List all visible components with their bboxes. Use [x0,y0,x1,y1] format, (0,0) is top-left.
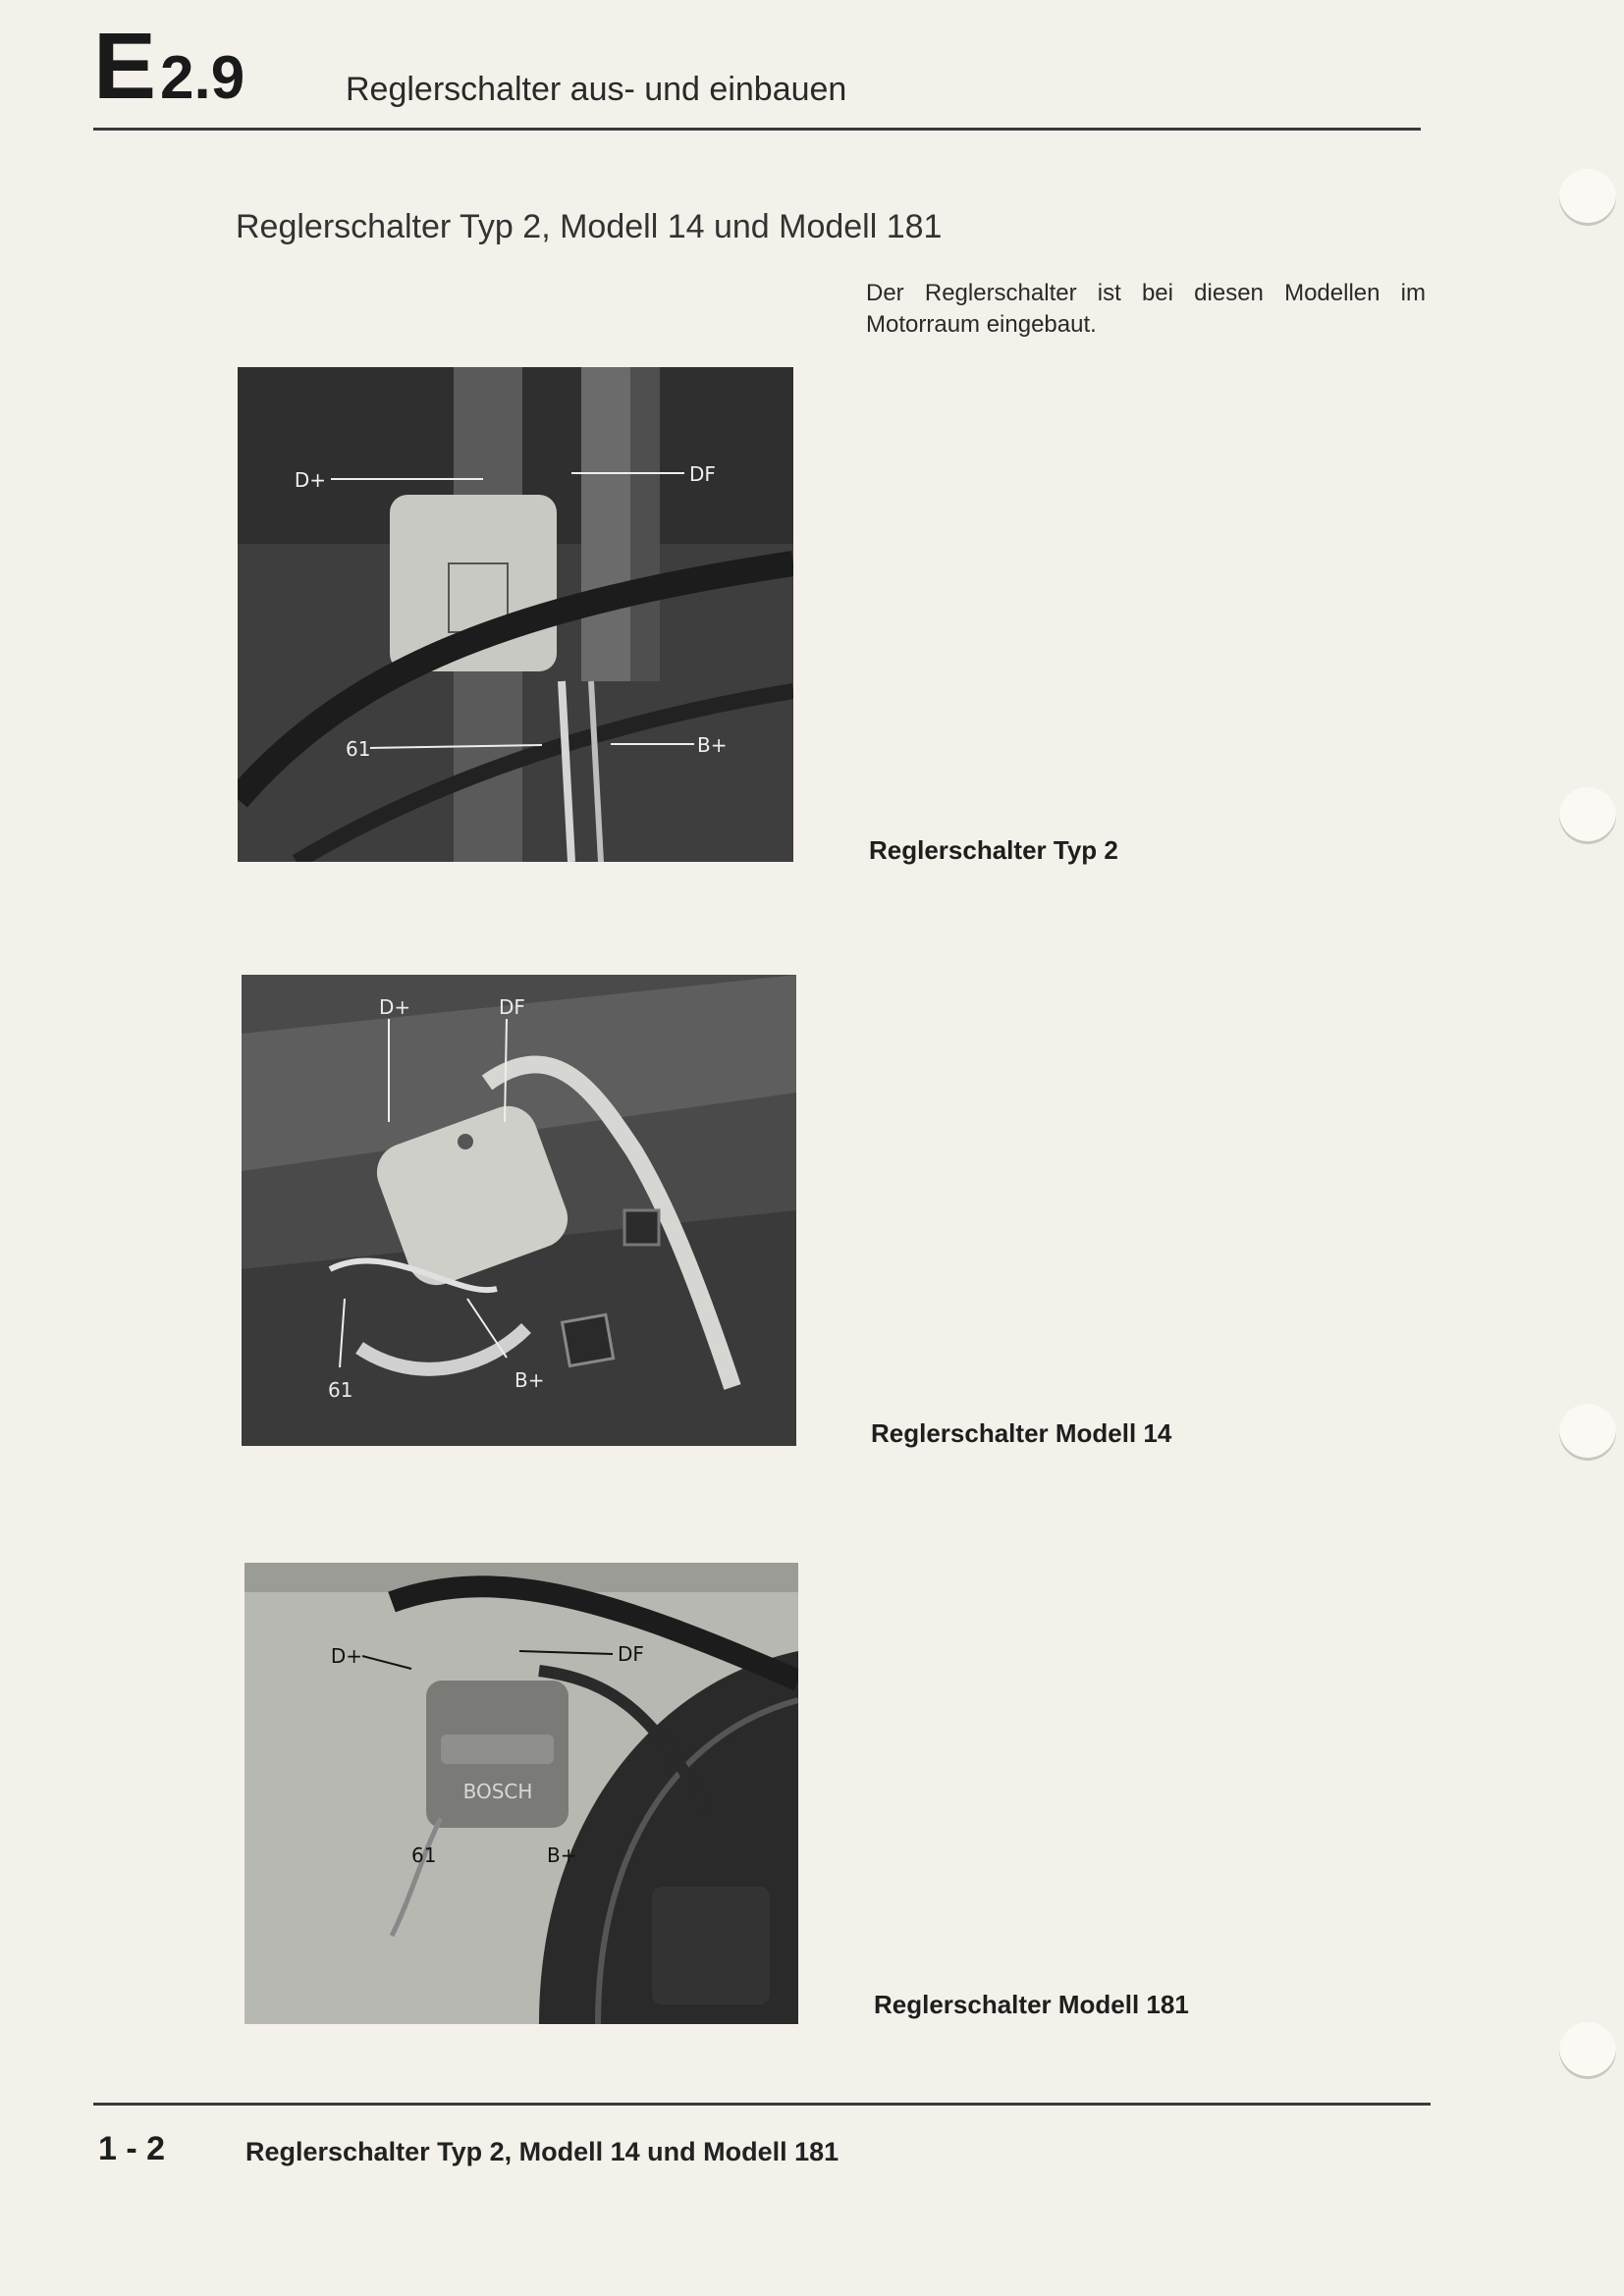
section-title: Reglerschalter Typ 2, Modell 14 und Modell 181 [236,208,943,245]
label-d-plus: D+ [379,995,411,1019]
caption-modell181: Reglerschalter Modell 181 [874,1990,1189,2019]
label-df: DF [499,995,525,1019]
section-code [93,14,245,119]
label-61: 61 [346,737,371,761]
section-code-letter: E [93,14,155,119]
label-b-plus: B+ [547,1843,577,1867]
label-df: DF [689,462,716,486]
photo-regler-typ2 [238,367,793,862]
footer-rule [93,2103,1431,2106]
bosch-logo: BOSCH [462,1780,533,1803]
label-d-plus: D+ [330,1644,362,1668]
intro-paragraph: Der Reglerschalter ist bei diesen Modellen im Motorraum eingebaut. [866,280,1426,338]
punch-hole [1559,2022,1616,2079]
page-title: Reglerschalter aus- und einbauen [346,71,847,108]
label-61: 61 [411,1843,437,1867]
punch-hole [1559,1404,1616,1461]
photo-regler-modell181 [244,1563,798,2024]
punch-hole [1559,169,1616,226]
photo-regler-modell14 [242,975,796,1446]
footer-title: Reglerschalter Typ 2, Modell 14 und Modell 181 [245,2137,839,2166]
punch-hole [1559,787,1616,844]
caption-typ2: Reglerschalter Typ 2 [869,835,1118,865]
page-number: 1 - 2 [98,2130,166,2167]
section-code-number: 2.9 [160,44,245,112]
label-b-plus: B+ [697,733,728,757]
header-rule [93,128,1421,131]
label-d-plus: D+ [294,468,326,492]
label-df: DF [618,1642,644,1666]
caption-modell14: Reglerschalter Modell 14 [871,1418,1172,1448]
label-61: 61 [328,1378,353,1402]
label-b-plus: B+ [514,1368,545,1392]
